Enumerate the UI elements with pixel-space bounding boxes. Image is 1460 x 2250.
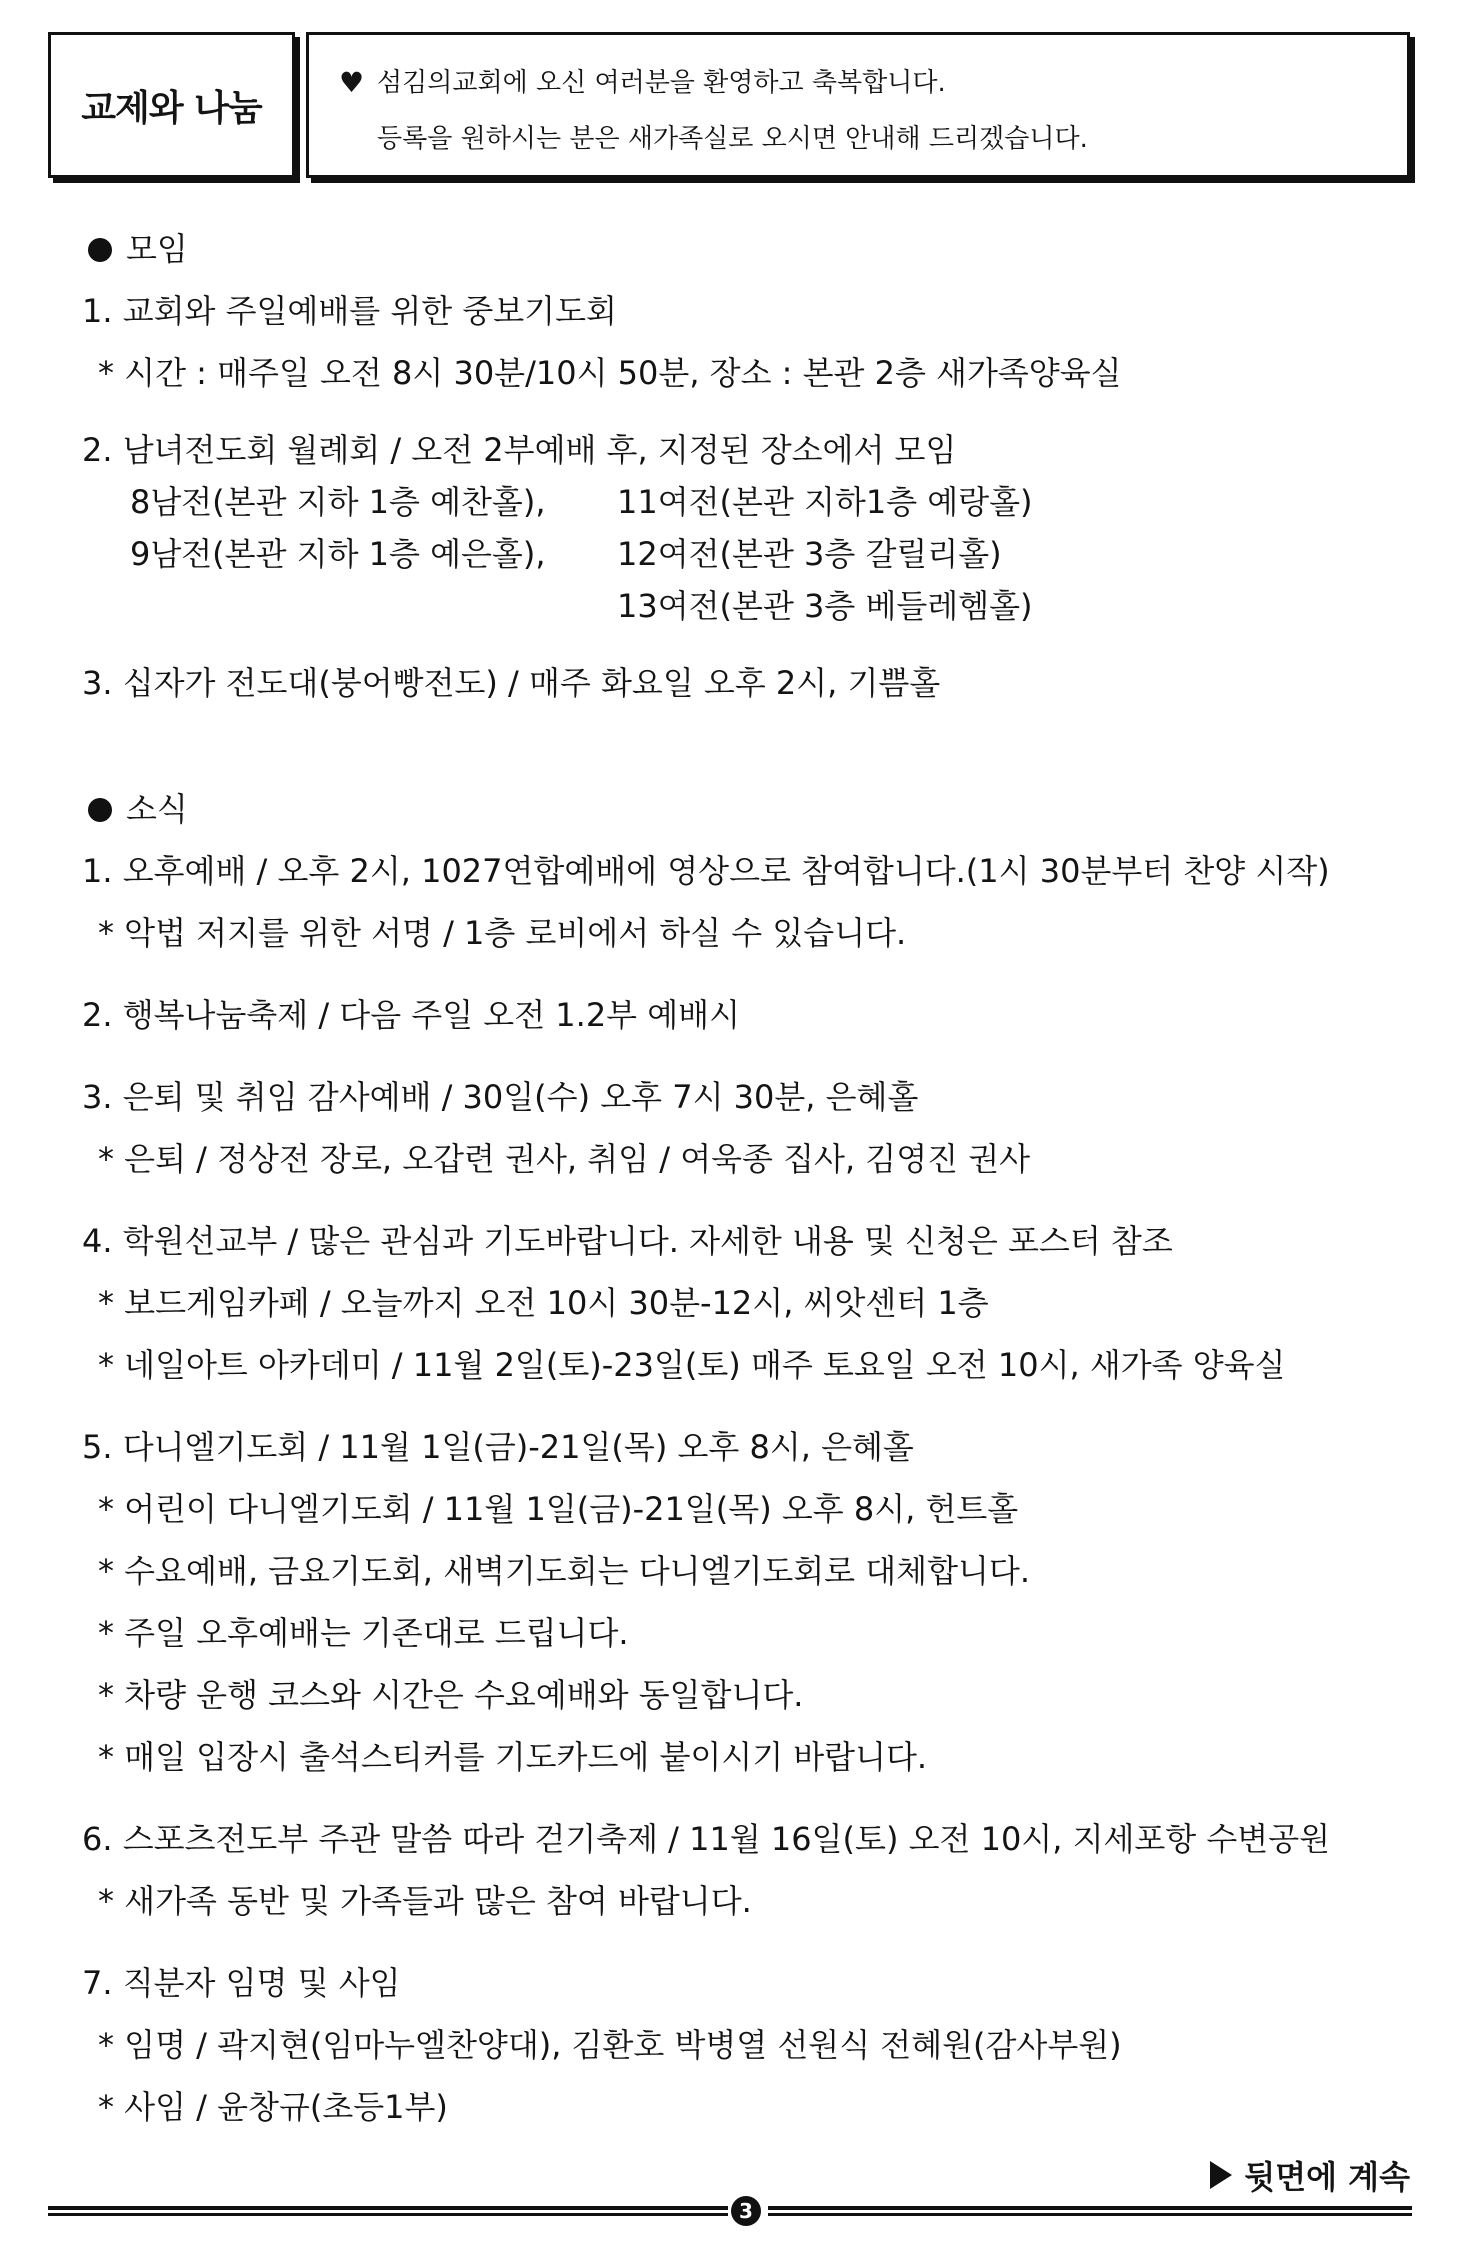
continue-text: 뒷면에 계속 (1244, 2158, 1410, 2196)
welcome-box (306, 32, 1410, 178)
news-item-detail: * 악법 저지를 위한 서명 / 1층 로비에서 하실 수 있습니다. (98, 914, 907, 952)
womens-group: 13여전(본관 3층 베들레헴홀) (617, 587, 1033, 625)
welcome-text-2: 등록을 원하시는 분은 새가족실로 오시면 안내해 드리겠습니다. (377, 124, 1088, 154)
page-number: 3 (731, 2196, 761, 2226)
news-item-detail: * 은퇴 / 정상전 장로, 오갑련 권사, 취임 / 여욱종 집사, 김영진 권사 (98, 1140, 1031, 1178)
continue-note (1210, 2152, 1410, 2198)
bullet-icon (88, 238, 112, 262)
bullet-icon (88, 798, 112, 822)
womens-group: 11여전(본관 지하1층 예랑홀) (617, 483, 1033, 521)
news-item-detail: * 네일아트 아카데미 / 11월 2일(토)-23일(토) 매주 토요일 오전 10시, 새가족 양육실 (98, 1346, 1286, 1384)
footer-rule-right (768, 2206, 1412, 2216)
section-title-box (48, 32, 295, 178)
triangle-right-icon (1210, 2161, 1232, 2189)
womens-group: 12여전(본관 3층 갈릴리홀) (617, 535, 1002, 573)
heart-icon: ♥ (339, 66, 365, 99)
footer-rule-left (48, 2206, 728, 2216)
news-item-detail: * 어린이 다니엘기도회 / 11월 1일(금)-21일(목) 오후 8시, 헌트홀 (98, 1490, 1019, 1528)
news-item-detail: * 임명 / 곽지현(임마누엘찬양대), 김환호 박병열 선원식 전혜원(감사부원) (98, 2026, 1122, 2064)
mission-group-row (82, 476, 1420, 528)
mens-group: 9남전(본관 지하 1층 예은홀), (130, 535, 546, 573)
meeting-heading-row (82, 218, 1420, 280)
news-item-detail: * 사임 / 윤창규(초등1부) (98, 2088, 448, 2126)
news-heading: 소식 (126, 790, 188, 828)
welcome-line-1 (339, 55, 1407, 111)
news-item: 4. 학원선교부 / 많은 관심과 기도바랍니다. 자세한 내용 및 신청은 포스터 참조 (82, 1222, 1173, 1260)
news-item: 1. 오후예배 / 오후 2시, 1027연합예배에 영상으로 참여합니다.(1시 30분부터 찬양 시작) (82, 852, 1330, 890)
meeting-item-2: 2. 남녀전도회 월례회 / 오전 2부예배 후, 지정된 장소에서 모임 (82, 431, 957, 469)
bulletin-content (82, 218, 1420, 2138)
meeting-item-1-detail: * 시간 : 매주일 오전 8시 30분/10시 50분, 장소 : 본관 2층 새가족양육실 (98, 354, 1122, 392)
mens-group: 8남전(본관 지하 1층 예찬홀), (130, 483, 546, 521)
news-heading-row (82, 778, 1420, 840)
news-item-detail: * 매일 입장시 출석스티커를 기도카드에 붙이시기 바랍니다. (98, 1738, 928, 1776)
mission-group-row (82, 580, 1420, 632)
meeting-item-3: 3. 십자가 전도대(붕어빵전도) / 매주 화요일 오후 2시, 기쁨홀 (82, 664, 941, 702)
news-item-detail: * 새가족 동반 및 가족들과 많은 참여 바랍니다. (98, 1882, 752, 1920)
section-title: 교제와 나눔 (81, 87, 262, 129)
news-item-detail: * 차량 운행 코스와 시간은 수요예배와 동일합니다. (98, 1676, 804, 1714)
news-item: 5. 다니엘기도회 / 11월 1일(금)-21일(목) 오후 8시, 은혜홀 (82, 1428, 914, 1466)
news-item: 6. 스포츠전도부 주관 말씀 따라 걷기축제 / 11월 16일(토) 오전 10시, 지세포항 수변공원 (82, 1820, 1331, 1858)
welcome-line-2 (339, 111, 1407, 167)
news-item-detail: * 수요예배, 금요기도회, 새벽기도회는 다니엘기도회로 대체합니다. (98, 1552, 1031, 1590)
meeting-heading: 모임 (126, 230, 188, 268)
welcome-text-1: 섬김의교회에 오신 여러분을 환영하고 축복합니다. (377, 68, 946, 98)
news-item: 2. 행복나눔축제 / 다음 주일 오전 1.2부 예배시 (82, 996, 740, 1034)
news-item-detail: * 보드게임카페 / 오늘까지 오전 10시 30분-12시, 씨앗센터 1층 (98, 1284, 989, 1322)
meeting-item-1: 1. 교회와 주일예배를 위한 중보기도회 (82, 292, 617, 330)
news-item: 7. 직분자 임명 및 사임 (82, 1964, 401, 2002)
news-item: 3. 은퇴 및 취임 감사예배 / 30일(수) 오후 7시 30분, 은혜홀 (82, 1078, 919, 1116)
news-item-detail: * 주일 오후예배는 기존대로 드립니다. (98, 1614, 629, 1652)
mission-group-row (82, 528, 1420, 580)
